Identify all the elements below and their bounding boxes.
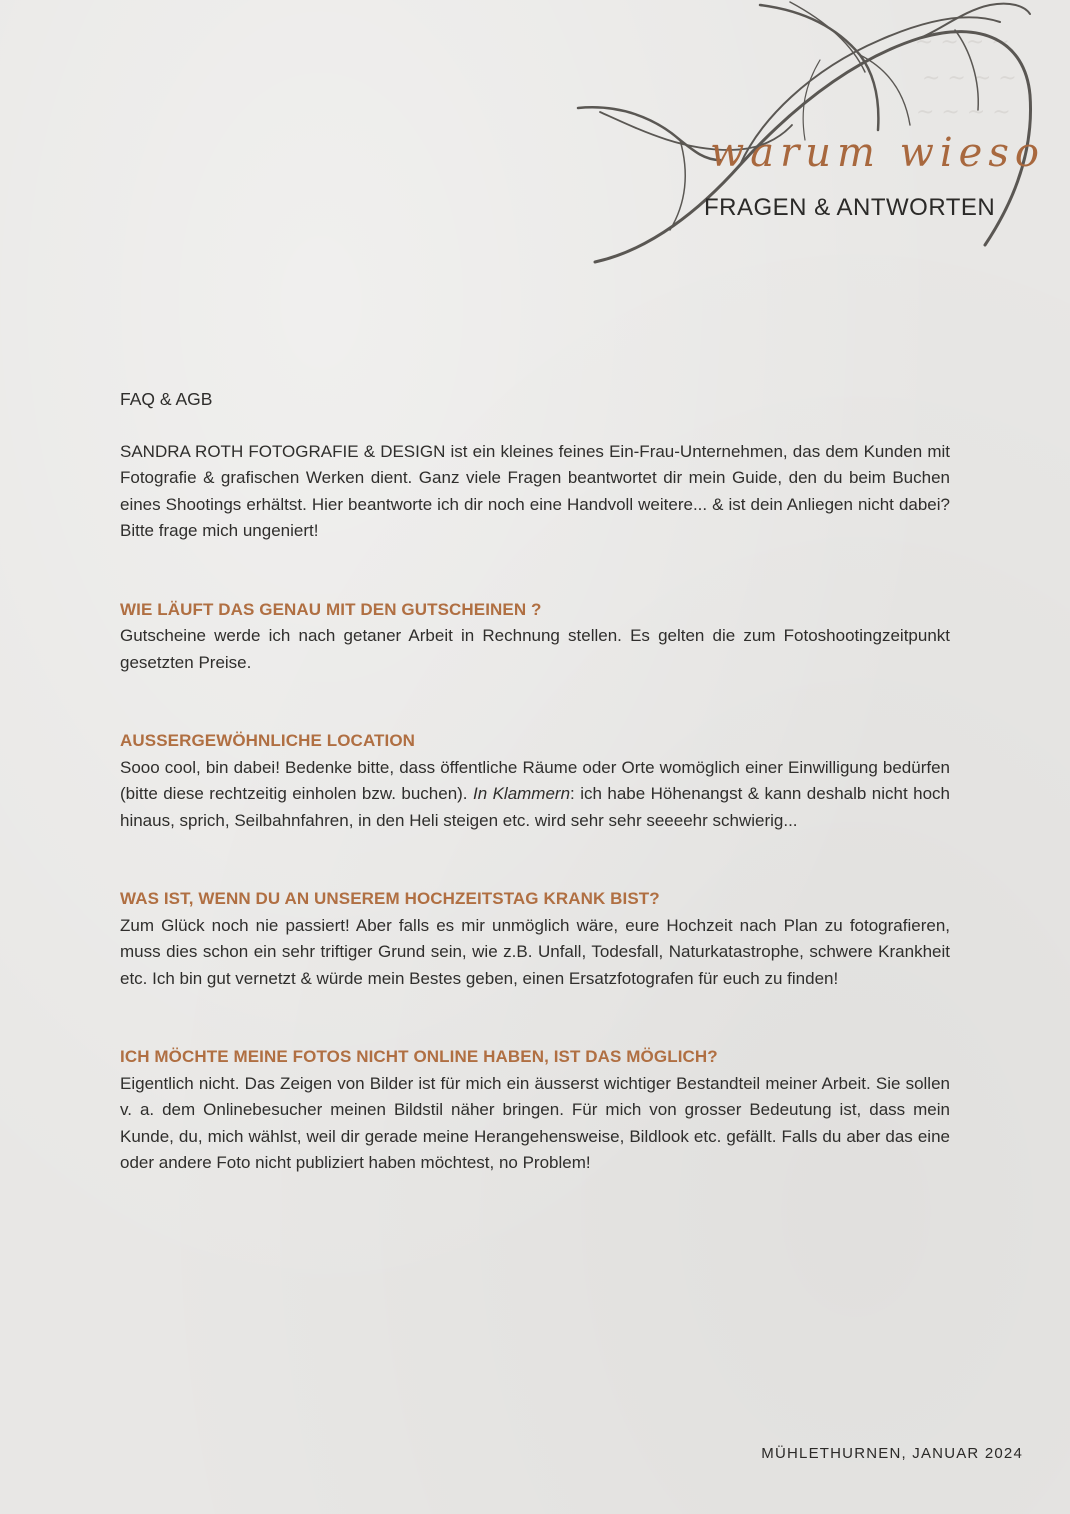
faq-answer-part: : ich habe Höhenangst & kann deshalb nicht hoch hinaus, sprich, Seilbahnfahren, in den Heli steigen etc. wird sehr sehr seeeehr schwierig... [120,784,950,830]
faq-answer: Eigentlich nicht. Das Zeigen von Bilder ist für mich ein äusserst wichtiger Bestandteil meiner Arbeit. Sie sollen v. a. dem Onlinebesucher meinen Bildstil näher bringen. Für mich von grosser Bedeutung ist, dass mein Kunde, du, mich wählst, weil dir gerade meine Herangehensweise, Bildlook etc. gefällt. Falls du aber das eine oder andere Foto nicht publiziert haben möchtest, no Problem! [120,1073,950,1172]
intro-heading: FAQ & AGB [120,389,213,409]
intro-text: SANDRA ROTH FOTOGRAFIE & DESIGN ist ein kleines feines Ein-Frau-Unternehmen, das dem Kunden mit Fotografie & grafischen Werken dient. Ganz viele Fragen beantwortet dir mein Guide, den du beim Buchen eines Shootings erhältst. Hier beantworte ich dir noch eine Handvoll weitere... & ist dein Anliegen nicht dabei? Bitte frage mich ungeniert! [120,441,950,540]
faq-question: AUSSERGEWÖHNLICHE LOCATION [120,731,416,750]
faq-item [120,597,950,677]
content [120,386,950,1177]
faq-question: WAS IST, WENN DU AN UNSEREM HOCHZEITSTAG KRANK BIST? [120,889,660,908]
faq-answer [120,755,950,835]
faq-answer: Zum Glück noch nie passiert! Aber falls es mir unmöglich wäre, eure Hochzeit nach Plan zu fotografieren, muss dies schon ein sehr triftiger Grund sein, wie z.B. Unfall, Todesfall, Naturkatastrophe, schwere Krankheit etc. Ich bin gut vernetzt & würde mein Bestes geben, einen Ersatzfotografen für euch zu finden! [120,915,950,988]
faq-item [120,1044,950,1177]
faq-answer-italic: In Klammern [472,784,571,803]
faq-answer: Gutscheine werde ich nach getaner Arbeit in Rechnung stellen. Es gelten die zum Fotoshootingzeitpunkt gesetzten Preise. [120,626,950,672]
faq-question: ICH MÖCHTE MEINE FOTOS NICHT ONLINE HABEN, IST DAS MÖGLICH? [120,1047,718,1066]
footer-place-date: MÜHLETHURNEN, JANUAR 2024 [761,1445,1023,1462]
decorative-watermark-script: ~ ~ ~ ~ [916,100,1011,125]
page-subtitle: FRAGEN & ANTWORTEN [704,194,996,221]
decorative-watermark-script: ~ ~ ~ ~ [922,66,1017,91]
faq-question: WIE LÄUFT DAS GENAU MIT DEN GUTSCHEINEN ? [120,599,542,619]
faq-item [120,728,950,834]
faq-answer-part: Sooo cool, bin dabei! Bedenke bitte, dass öffentliche Räume oder Orte womöglich einer Einwilligung bedürfen (bitte diese rechtzeitig einholen bzw. buchen). [120,757,950,803]
decorative-watermark-script: ~ ~ ~ ~ [915,30,1010,55]
script-title: warum wieso [710,130,1045,176]
faq-item [120,886,950,992]
